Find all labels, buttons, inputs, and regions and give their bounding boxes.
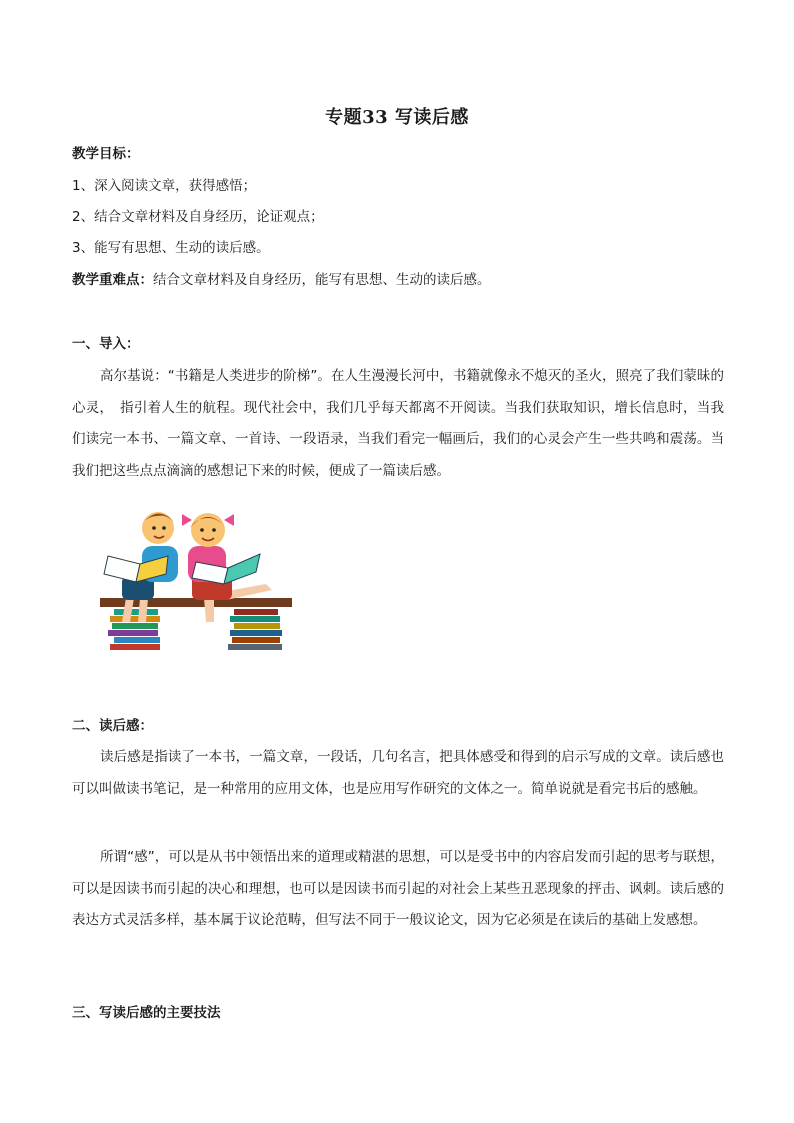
objectives-heading: 教学目标：: [72, 146, 140, 162]
children-reading-illustration: [96, 498, 296, 664]
objective-item: 2、结合文章材料及自身经历，论证观点；: [72, 209, 324, 225]
objective-item: 3、能写有思想、生动的读后感。: [72, 240, 270, 256]
section1-heading: 一、导入：: [72, 336, 140, 352]
left-book-stack-icon: [108, 609, 160, 650]
section2-paragraph-2: 所谓“感”，可以是从书中领悟出来的道理或精湛的思想，可以是受书中的内容启发而引起的思考与联想，可以是因读书而引起的决心和理想，也可以是因读书而引起的对社会上某些丑恶现象的抨击、讽刺。读后感的表达方式灵活多样，基本属于议论范畴，但写法不同于一般议论文，因为它必须是在读后的基础上发感想。: [72, 849, 724, 928]
page-title: 专题33 写读后感: [325, 107, 469, 128]
section1-paragraph: 高尔基说：“书籍是人类进步的阶梯”。在人生漫漫长河中，书籍就像永不熄灭的圣火，照亮了我们蒙昧的心灵， 指引着人生的航程。现代社会中，我们几乎每天都离不开阅读。当我们获取知识，增长信息时，当我们读完一本书、一篇文章、一首诗、一段语录，当我们看完一幅画后，我们的心灵会产生一些共鸣和震荡。当我们把这些点点滴滴的感想记下来的时候，便成了一篇读后感。: [72, 368, 724, 479]
objective-item: 1、深入阅读文章，获得感悟；: [72, 178, 257, 194]
key-points-line: [72, 270, 732, 290]
section2-heading: 二、读后感：: [72, 718, 153, 734]
right-book-stack-icon: [228, 609, 282, 650]
key-points-label: 教学重难点：: [72, 272, 153, 288]
key-points-text: 结合文章材料及自身经历，能写有思想、生动的读后感。: [153, 272, 491, 288]
section3-heading: 三、写读后感的主要技法: [72, 1005, 221, 1021]
section2-paragraph-1: 读后感是指读了一本书，一篇文章，一段话，几句名言，把具体感受和得到的启示写成的文章。读后感也可以叫做读书笔记，是一种常用的应用文体，也是应用写作研究的文体之一。简单说就是看完书后的感触。: [72, 749, 724, 797]
